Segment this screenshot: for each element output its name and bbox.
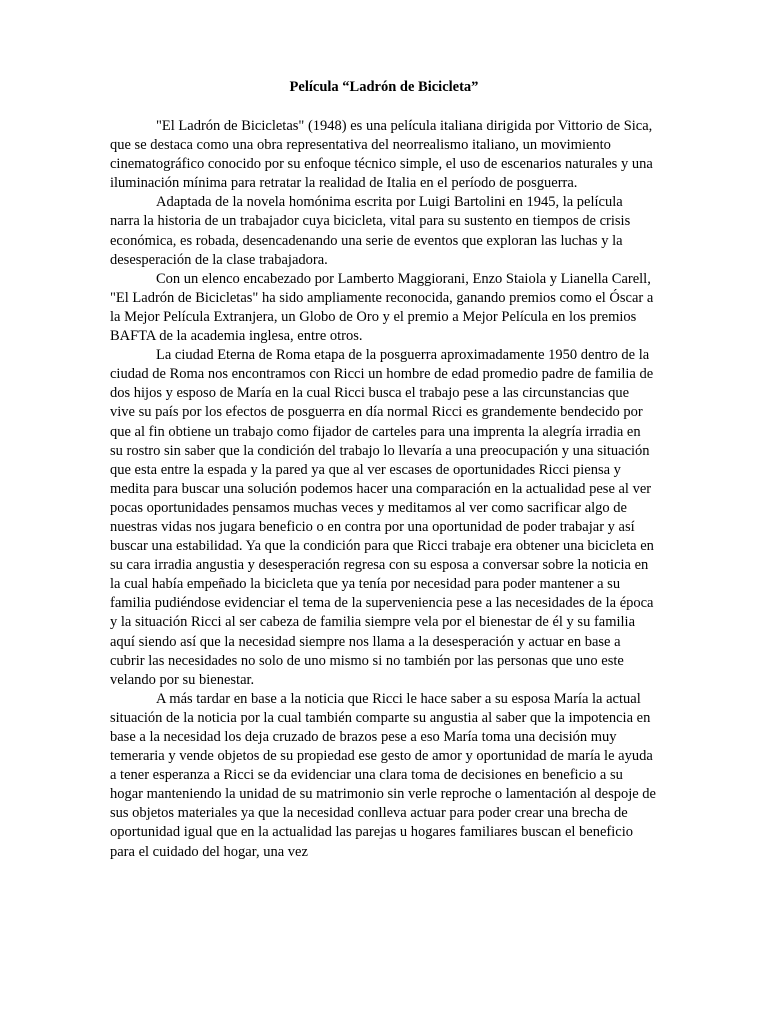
paragraph-plot-maria: A más tardar en base a la noticia que Ricci le hace saber a su esposa María la actual situación de la noticia por la cual también comparte su angustia al saber que la impotencia en base a la necesidad los deja cruzado de brazos pese a eso María toma una decisión muy temeraria y vende objetos de su propiedad ese gesto de amor y oportunidad de maría le ayuda a tener esperanza a Ricci se da evidenciar una clara toma de decisiones en beneficio a su hogar manteniendo la unidad de su matrimonio sin verle reproche o lamentación al despoje de sus objetos materiales ya que la necesidad conlleva actuar para poder crear una brecha de oportunidad igual que en la actualidad las parejas u hogares familiares buscan el beneficio para el cuidado del hogar, una vez [110,690,656,860]
document-body [110,117,656,862]
paragraph-intro: "El Ladrón de Bicicletas" (1948) es una película italiana dirigida por Vittorio de Sica, que se destaca como una obra representativa del neorrealismo italiano, un movimiento cinematográfico conocido por su enfoque técnico simple, el uso de escenarios naturales y una iluminación mínima para retratar la realidad de Italia en el período de posguerra. [110,118,653,192]
document-title: Película “Ladrón de Bicicleta” [289,79,479,95]
paragraph-adaptation: Adaptada de la novela homónima escrita por Luigi Bartolini en 1945, la película narra la historia de un trabajador cuya bicicleta, vital para su sustento en tiempos de crisis económica, es robada, desencadenando una serie de eventos que exploran las luchas y la desesperación de la clase trabajadora. [110,194,631,268]
paragraph-plot-rome: La ciudad Eterna de Roma etapa de la posguerra aproximadamente 1950 dentro de la ciudad de Roma nos encontramos con Ricci un hombre de edad promedio padre de familia de dos hijos y esposo de María en la cual Ricci busca el trabajo pese a las circunstancias que vive su país por los efectos de posguerra en día normal Ricci es grandemente bendecido por que al fin obtiene un trabajo como fijador de carteles para una imprenta la alegría irradia en su rostro sin saber que la condición del trabajo lo llevaría a una preocupación y una situación que esta entre la espada y la pared ya que al ver escases de oportunidades Ricci piensa y medita para buscar una solución podemos hacer una comparación en la actualidad pese al ver pocas oportunidades pensamos muchas veces y meditamos al ver como sacrificar algo de nuestras vidas nos jugara beneficio o en contra por una oportunidad de poder trabajar y así buscar una estabilidad. Ya que la condición para que Ricci trabaje era obtener una bicicleta en su cara irradia angustia y desesperación regresa con su esposa a conversar sobre la noticia en la cual había empeñado la bicicleta que ya tenía por necesidad para poder mantener a su familia pudiéndose evidenciar el tema de la superveniencia pese a las necesidades de la época y la situación Ricci al ser cabeza de familia siempre vela por el bienestar de él y su familia aquí siendo así que la necesidad siempre nos llama a la desesperación y actuar en base a cubrir las necesidades no solo de uno mismo si no también por las personas que uno este velando por su bienestar. [110,347,654,688]
paragraph-cast-awards: Con un elenco encabezado por Lamberto Maggiorani, Enzo Staiola y Lianella Carell, "El Ladrón de Bicicletas" ha sido ampliamente reconocida, ganando premios como el Óscar a la Mejor Película Extranjera, un Globo de Oro y el premio a Mejor Película en los premios BAFTA de la academia inglesa, entre otros. [110,270,654,345]
